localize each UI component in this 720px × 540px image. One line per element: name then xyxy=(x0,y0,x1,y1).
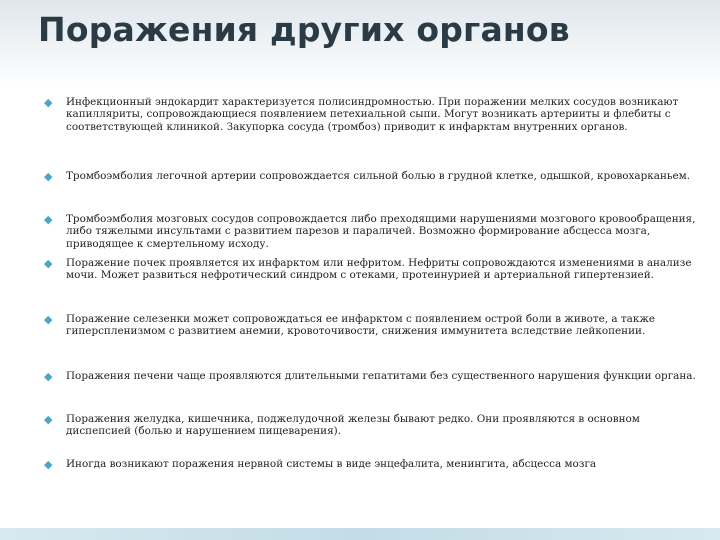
list-item-text: Поражения желудка, кишечника, поджелудочной железы бывают редко. Они проявляются в основном диспепсией (болью и нарушением пищеварения). xyxy=(66,413,640,438)
diamond-bullet-icon: ◆ xyxy=(44,213,53,226)
list-item-text: Поражение селезенки может сопровождаться ее инфарктом с появлением острой боли в животе, а также гиперспленизмом с развитием анемии, кровоточивости, снижения иммунитета вследствие лейкопении. xyxy=(66,313,656,338)
list-item-text: Поражение почек проявляется их инфарктом или нефритом. Нефриты сопровождаются изменениями в анализе мочи. Может развиться нефротический синдром с отеками, протеинурией и артериальной гипертензией. xyxy=(66,257,692,282)
diamond-bullet-icon: ◆ xyxy=(44,458,53,471)
list-item-text: Инфекционный эндокардит характеризуется полисиндромностью. При поражении мелких сосудов возникают капилляриты, сопровождающиеся появлением петехиальной сыпи. Могут возникать артерииты и флебиты с соответствующей клиникой. Закупорка сосуда (тромбоз) приводит к инфарктам внутренних органов. xyxy=(66,96,679,133)
diamond-bullet-icon: ◆ xyxy=(44,313,53,326)
diamond-bullet-icon: ◆ xyxy=(44,257,53,270)
diamond-bullet-icon: ◆ xyxy=(44,370,53,383)
list-item-text: Поражения печени чаще проявляются длительными гепатитами без существенного нарушения функции органа. xyxy=(66,370,696,382)
diamond-bullet-icon: ◆ xyxy=(44,96,53,109)
diamond-bullet-icon: ◆ xyxy=(44,170,53,183)
diamond-bullet-icon: ◆ xyxy=(44,413,53,426)
footer-bar xyxy=(0,528,720,540)
list-item-text: Иногда возникают поражения нервной системы в виде энцефалита, менингита, абсцесса мозга xyxy=(66,458,597,470)
slide-title: Поражения других органов xyxy=(38,10,570,49)
list-item-text: Тромбоэмболия мозговых сосудов сопровождается либо преходящими нарушениями мозгового кровообращения, либо тяжелыми инсультами с развитием парезов и параличей. Возможно формирование абсцесса мозга, приводящее к смертельному исходу. xyxy=(66,213,696,250)
list-item-text: Тромбоэмболия легочной артерии сопровождается сильной болью в грудной клетке, одышкой, кровохарканьем. xyxy=(66,170,691,182)
